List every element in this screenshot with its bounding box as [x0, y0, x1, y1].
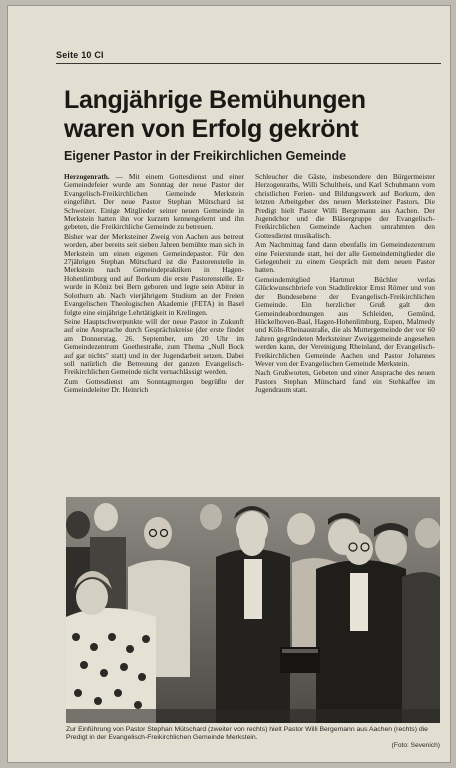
article-column-left [64, 173, 244, 533]
article-photo [66, 497, 440, 723]
article-headline: Langjährige Bemühungen waren von Erfolg gekrönt [64, 86, 366, 143]
photo-credit: (Foto: Sevenich) [391, 742, 440, 749]
paragraph: Nach Grußworten, Gebeten und einer Ansprache des neuen Pastors Stephan Mütschard fand ein Stehkaffee im Jugendraum statt. [255, 368, 435, 395]
article-column-right [255, 173, 435, 533]
page-header: Seite 10 CI [56, 50, 441, 64]
paragraph: Bisher war der Merksteiner Zweig von Aachen aus betreut worden, aber bereits seit sieben Jahren bemühte man sich in Merkstein um einen eigenen Gemeindepastor. Für den 27jährigen Stephan Mütschard ist die Pastorenstelle in Merkstein nach Gemeindepraktiken in Hagen-Hohenlimburg und auf Borkum die erste Pastorenstelle. Er wurde in Köniz bei Bern geboren und legte sein Abitur in Solothurn ab. Nach vierjährigem Studium an der Freien Evangelischen Theologischen Akademie (FETA) in Basel folgte eine einjährige Lehrtätigkeit in Krelingen. [64, 231, 244, 317]
paragraph: Herzogenrath. — Mit einem Gottesdienst und einer Gemeindefeier wurde am Sonntag der neue Pastor der Evangelisch-Freikirchlichen Gemeinde Merkstein eingeführt. Der neue Pastor Stephan Mütschard ist Schweizer. Einige Mitglieder seiner neuen Gemeinde in Merkstein hatten ihn vor kurzem kennengelernt und ihn gebeten, die Freikirchliche Gemeinde zu betreuen. [64, 172, 244, 232]
paragraph: Seine Hauptschwerpunkte will der neue Pastor in Zukunft auf eine Ansprache durch Gesprächskreise (der erste findet am Donnerstag, 26. September, um 20 Uhr im Gemeindezentrum Goethestraße, zum Thema „Null Bock auf gar nichts" statt) und in der Jugendarbeit setzen. Dabei soll natürlich die Betreuung der ganzen Evangelisch-Freikirchlichen Gemeinde nicht vernachlässigt werden. [64, 316, 244, 377]
paragraph: Am Nachmittag fand dann ebenfalls im Gemeindezentrum eine Feierstunde statt, bei der alle Gemeindemitglieder die Gelegenheit zu einem Gespräch mit dem neuen Pastor hatten. [255, 240, 435, 275]
article-subheadline: Eigener Pastor in der Freikirchlichen Gemeinde [64, 149, 347, 163]
photo-caption: Zur Einführung von Pastor Stephan Mütschard (zweiter von rechts) hielt Pastor Willi Bergemann aus Aachen (rechts) die Predigt in der Evangelisch-Freikirchlichen Gemeinde Merkstein. [66, 726, 428, 741]
congregation-photo [66, 497, 440, 723]
paragraph: Schleucher die Gäste, insbesondere den Bürgermeister Herzogenraths, Willi Schultheis, und Karl Schuhmann vom christlichen Ferien- und Bildungswerk auf Borkum, den letzten Arbeitgeber des neuen Merksteiner Pastors. Die Predigt hielt Pastor Willi Bergemann aus Aachen. Der Jugendchor und die Bläsergruppe der Evangelisch-Freikirchlichen Gemeinde Aachen umrahmten den Gottesdienst musikalisch. [255, 172, 435, 240]
paragraph: Gemeindemitglied Hartmut Büchler verlas Glückwunschbriefe von Stadtdirektor Ernst Römer und von der Bundesebene der Evangelisch-Freikirchlichen Gemeinde. Ein herzlicher Gruß galt den Gemeindeabordnungen aus Schleiden, Gemünd, Hückelhoven-Baal, Hagen-Hohenlimburg, Eupen, Malmedy und Köln-Rheinaustraße, die als Muttergemeinde der vor 60 Jahren gegründeten Merksteiner Zweiggemeinde angesehen werden kann, der Vereinigung Rheinland, der Evangelisch-Freikirchlichen Gemeinde Aachen und Pastor Johannes Wever von der Evangelischen Gemeinde Merkstein. [255, 274, 435, 368]
paragraph: Zum Gottesdienst am Sonntagmorgen begrüßte der Gemeindeleiter Dr. Heinrich [64, 376, 244, 395]
